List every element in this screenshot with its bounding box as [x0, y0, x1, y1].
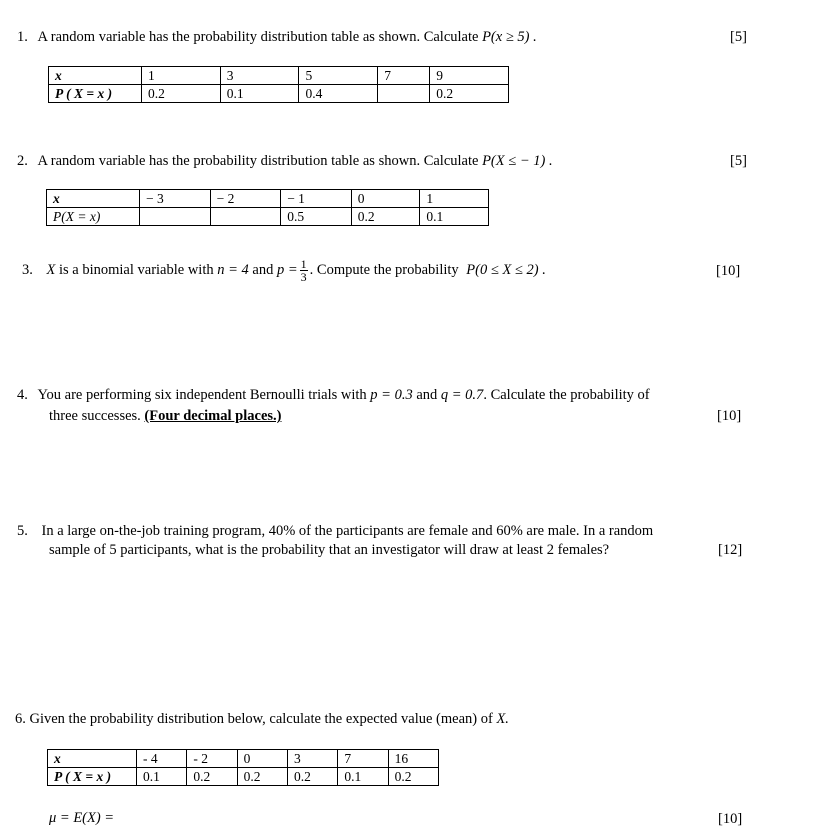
q1-x-cell: 9: [430, 67, 509, 85]
q1-p-cell: 0.4: [299, 85, 378, 103]
q5-number: 5.: [17, 523, 28, 539]
q2-x-cell: 0: [351, 190, 420, 208]
q5-prompt-line1: [17, 523, 653, 540]
q3-p-lhs: p =: [276, 261, 298, 278]
q6-p-cell: 0.1: [338, 768, 388, 786]
q2-x-row: [47, 190, 489, 208]
q6-p-cell: 0.2: [237, 768, 287, 786]
q6-p-cell: 0.1: [137, 768, 187, 786]
q6-text: Given the probability distribution below, calculate the expected value (mean) of: [29, 711, 493, 727]
q1-marks: [5]: [730, 29, 747, 45]
q2-x-cell: − 2: [210, 190, 281, 208]
q2-p-label: P(X = x): [47, 208, 140, 226]
q1-p-cell: 0.2: [430, 85, 509, 103]
q1-p-label: P ( X = x ): [49, 85, 142, 103]
q1-number: 1.: [17, 29, 28, 45]
q6-answer-label: μ = E(X) =: [49, 810, 115, 826]
q1-x-cell: 3: [220, 67, 299, 85]
q3-var: X: [46, 261, 56, 278]
q6-p-cell: 0.2: [287, 768, 337, 786]
q6-number: 6.: [15, 711, 26, 727]
q3-expression: P(0 ≤ X ≤ 2) .: [466, 261, 546, 278]
q2-p-cell: [140, 208, 211, 226]
q2-prompt: [17, 153, 553, 170]
q5-line1: In a large on-the-job training program, 40% of the participants are female and 60% are male. In a random: [41, 523, 654, 539]
q6-x-cell: 7: [338, 750, 388, 768]
q4-text-b: . Calculate the probability of: [483, 387, 650, 403]
q2-text: A random variable has the probability distribution table as shown. Calculate: [37, 153, 479, 169]
q1-x-cell: 7: [378, 67, 430, 85]
q4-note: (Four decimal places.): [144, 408, 282, 424]
q6-x-cell: - 4: [137, 750, 187, 768]
q6-x-cell: 0: [237, 750, 287, 768]
q2-x-cell: − 1: [281, 190, 352, 208]
q6-marks: [10]: [718, 811, 743, 827]
q2-number: 2.: [17, 153, 28, 169]
q4-line2: three successes.: [49, 408, 141, 424]
q1-distribution-table: [48, 66, 509, 103]
q4-number: 4.: [17, 387, 28, 403]
q2-marks: [5]: [730, 153, 747, 169]
q6-p-cell: 0.2: [187, 768, 237, 786]
q3-n-expr: n = 4: [217, 261, 249, 278]
q1-p-row: [49, 85, 509, 103]
q2-x-cell: 1: [420, 190, 489, 208]
q6-x-cell: 3: [287, 750, 337, 768]
q1-p-cell: [378, 85, 430, 103]
q1-p-cell: 0.1: [220, 85, 299, 103]
q1-text: A random variable has the probability distribution table as shown. Calculate: [37, 29, 479, 45]
q2-expression: P(X ≤ − 1) .: [482, 153, 553, 169]
q6-p-label: P ( X = x ): [48, 768, 137, 786]
q5-marks: [12]: [718, 542, 743, 558]
q4-text-a: You are performing six independent Bernoulli trials with: [37, 387, 367, 403]
q2-p-cell: 0.5: [281, 208, 352, 226]
q1-x-cell: 5: [299, 67, 378, 85]
q1-x-cell: 1: [142, 67, 221, 85]
q3-prompt: [22, 258, 546, 283]
q6-x-label: x: [48, 750, 137, 768]
q1-prompt: [17, 29, 537, 46]
q3-number: 3.: [22, 261, 33, 278]
q1-p-cell: 0.2: [142, 85, 221, 103]
q2-p-row: [47, 208, 489, 226]
q6-p-cell: 0.2: [388, 768, 438, 786]
q3-fraction: [300, 258, 308, 283]
q6-p-row: [48, 768, 439, 786]
q3-text-b: . Compute the probability: [309, 261, 459, 278]
q6-x-row: [48, 750, 439, 768]
q2-distribution-table: [46, 189, 489, 226]
q3-text-a: is a binomial variable with: [58, 261, 214, 278]
q4-prompt-line2: [49, 408, 281, 425]
q3-and: and: [252, 261, 274, 278]
q4-marks: [10]: [717, 408, 742, 424]
q2-p-cell: [210, 208, 281, 226]
q6-x-cell: 16: [388, 750, 438, 768]
q1-x-label: x: [49, 67, 142, 85]
q6-prompt: [15, 711, 509, 728]
q3-marks: [10]: [716, 263, 741, 279]
q4-p-expr: p = 0.3: [370, 387, 413, 403]
q2-p-cell: 0.1: [420, 208, 489, 226]
q1-x-row: [49, 67, 509, 85]
q5-prompt-line2: [49, 542, 609, 559]
q3-frac-den: 3: [300, 270, 307, 284]
q3-frac-num: 1: [300, 257, 307, 271]
q6-var: X.: [496, 711, 509, 727]
q6-x-cell: - 2: [187, 750, 237, 768]
q4-q-expr: q = 0.7: [440, 387, 484, 403]
q5-line2: sample of 5 participants, what is the probability that an investigator will draw at least 2 females?: [49, 542, 610, 558]
q1-expression: P(x ≥ 5) .: [482, 29, 537, 45]
q4-prompt-line1: [17, 387, 650, 404]
q2-x-label: x: [47, 190, 140, 208]
q4-and: and: [416, 387, 438, 403]
q2-p-cell: 0.2: [351, 208, 420, 226]
q6-distribution-table: [47, 749, 439, 786]
q2-x-cell: − 3: [140, 190, 211, 208]
